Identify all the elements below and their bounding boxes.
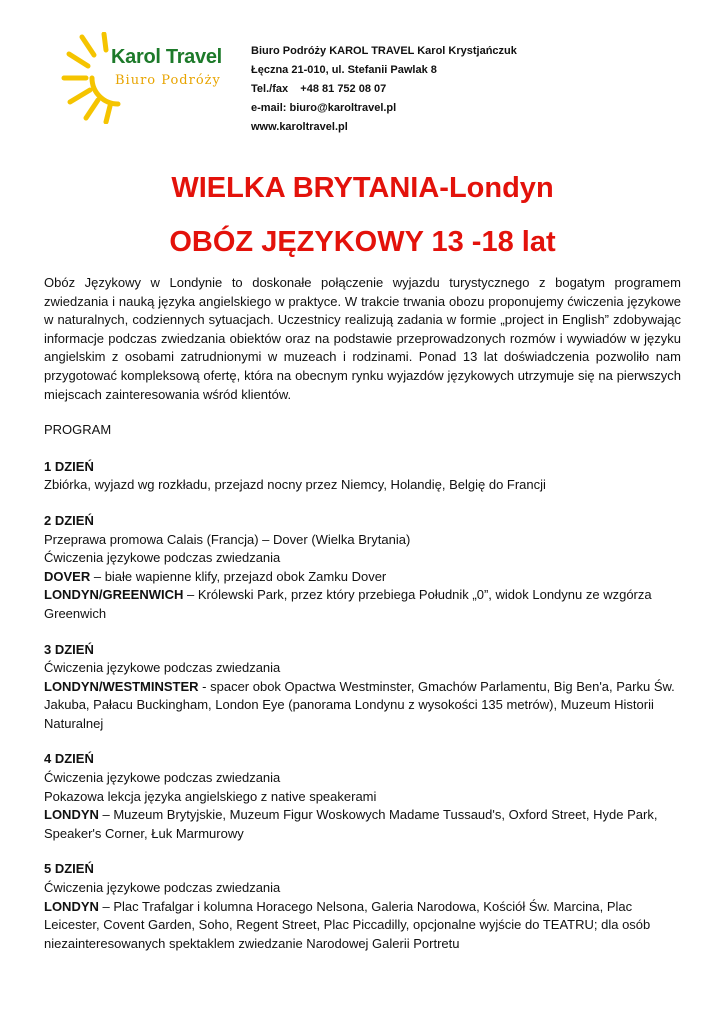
company-website[interactable]: www.karoltravel.pl — [251, 121, 348, 133]
day-line: Ćwiczenia językowe podczas zwiedzania — [44, 770, 281, 786]
document-title — [0, 166, 725, 264]
day-line: LONDYN – Muzeum Brytyjskie, Muzeum Figur Woskowych Madame Tussaud's, Oxford Street, Hyde Park, Speaker's Corner, Łuk Marmurowy — [44, 807, 658, 841]
day-4 — [44, 750, 681, 843]
contact-block — [251, 42, 517, 137]
day-line: Pokazowa lekcja języka angielskiego z native speakerami — [44, 788, 377, 804]
document-body — [44, 274, 681, 970]
company-email[interactable]: e-mail: biuro@karoltravel.pl — [251, 102, 397, 114]
title-line-1: WIELKA BRYTANIA-Londyn — [171, 172, 554, 204]
day-line: LONDYN/GREENWICH – Królewski Park, przez który przebiega Południk „0”, widok Londynu ze wzgórza Greenwich — [44, 587, 652, 621]
company-name: Biuro Podróży KAROL TRAVEL Karol Krystjańczuk — [251, 45, 517, 57]
company-phone: Tel./fax +48 81 752 08 07 — [251, 83, 387, 95]
day-heading: 5 DZIEŃ — [44, 861, 94, 877]
day-3 — [44, 641, 681, 734]
day-2 — [44, 512, 681, 624]
day-line: Ćwiczenia językowe podczas zwiedzania — [44, 880, 281, 896]
day-line: Przeprawa promowa Calais (Francja) – Dover (Wielka Brytania) — [44, 531, 411, 547]
day-heading: 4 DZIEŃ — [44, 751, 94, 767]
title-line-2: OBÓZ JĘZYKOWY 13 -18 lat — [169, 226, 556, 258]
logo-name: Karol Travel — [111, 46, 222, 68]
day-heading: 3 DZIEŃ — [44, 641, 94, 657]
day-heading: 2 DZIEŃ — [44, 512, 94, 528]
intro-paragraph: Obóz Językowy w Londynie to doskonałe połączenie wyjazdu turystycznego z bogatym programem zwiedzania i nauką języka angielskiego w praktyce. W trakcie trwania obozu proponujemy ćwiczenia językowe w naturalnych, codziennych sytuacjach. Uczestnicy realizują zadania w formie „project in English” zdobywając informacje podczas zwiedzania obiektów oraz na podstawie przeprowadzonych rozmów i wywiadów w języku angielskim z osobami zatrudnionymi w muzeach i rodzinami. Ponad 13 lat doświadczenia pozwoliło nam przygotować kompleksową ofertę, która na obecnym rynku wyjazdów językowych utrzymuje się na pierwszych miejscach zainteresowania wśród klientów. — [44, 275, 681, 402]
company-address: Łęczna 21-010, ul. Stefanii Pawlak 8 — [251, 64, 437, 76]
logo-subtitle: Biuro Podróży — [115, 73, 221, 88]
company-logo — [60, 32, 222, 124]
day-heading: 1 DZIEŃ — [44, 458, 94, 474]
program-label: PROGRAM — [44, 422, 112, 438]
day-5 — [44, 860, 681, 953]
day-line: DOVER – białe wapienne klify, przejazd obok Zamku Dover — [44, 568, 387, 584]
day-line: LONDYN/WESTMINSTER - spacer obok Opactwa Westminster, Gmachów Parlamentu, Big Ben'a, Parku Św. Jakuba, Pałacu Buckingham, London Eye (panorama Londynu z wysokości 135 metrów), Muzeum Historii Naturalnej — [44, 678, 675, 731]
day-line: LONDYN – Plac Trafalgar i kolumna Horacego Nelsona, Galeria Narodowa, Kościół Św. Marcina, Plac Leicester, Covent Garden, Soho, Regent Street, Plac Piccadilly, opcjonalne wyjście do TEATRU; dla osób niezainteresowanych spektaklem zwiedzanie Narodowej Galerii Portretu — [44, 898, 651, 951]
day-line: Ćwiczenia językowe podczas zwiedzania — [44, 550, 281, 566]
letterhead — [0, 0, 725, 140]
day-1 — [44, 458, 681, 495]
day-line: Zbiórka, wyjazd wg rozkładu, przejazd nocny przez Niemcy, Holandię, Belgię do Francji — [44, 477, 546, 493]
day-line: Ćwiczenia językowe podczas zwiedzania — [44, 660, 281, 676]
